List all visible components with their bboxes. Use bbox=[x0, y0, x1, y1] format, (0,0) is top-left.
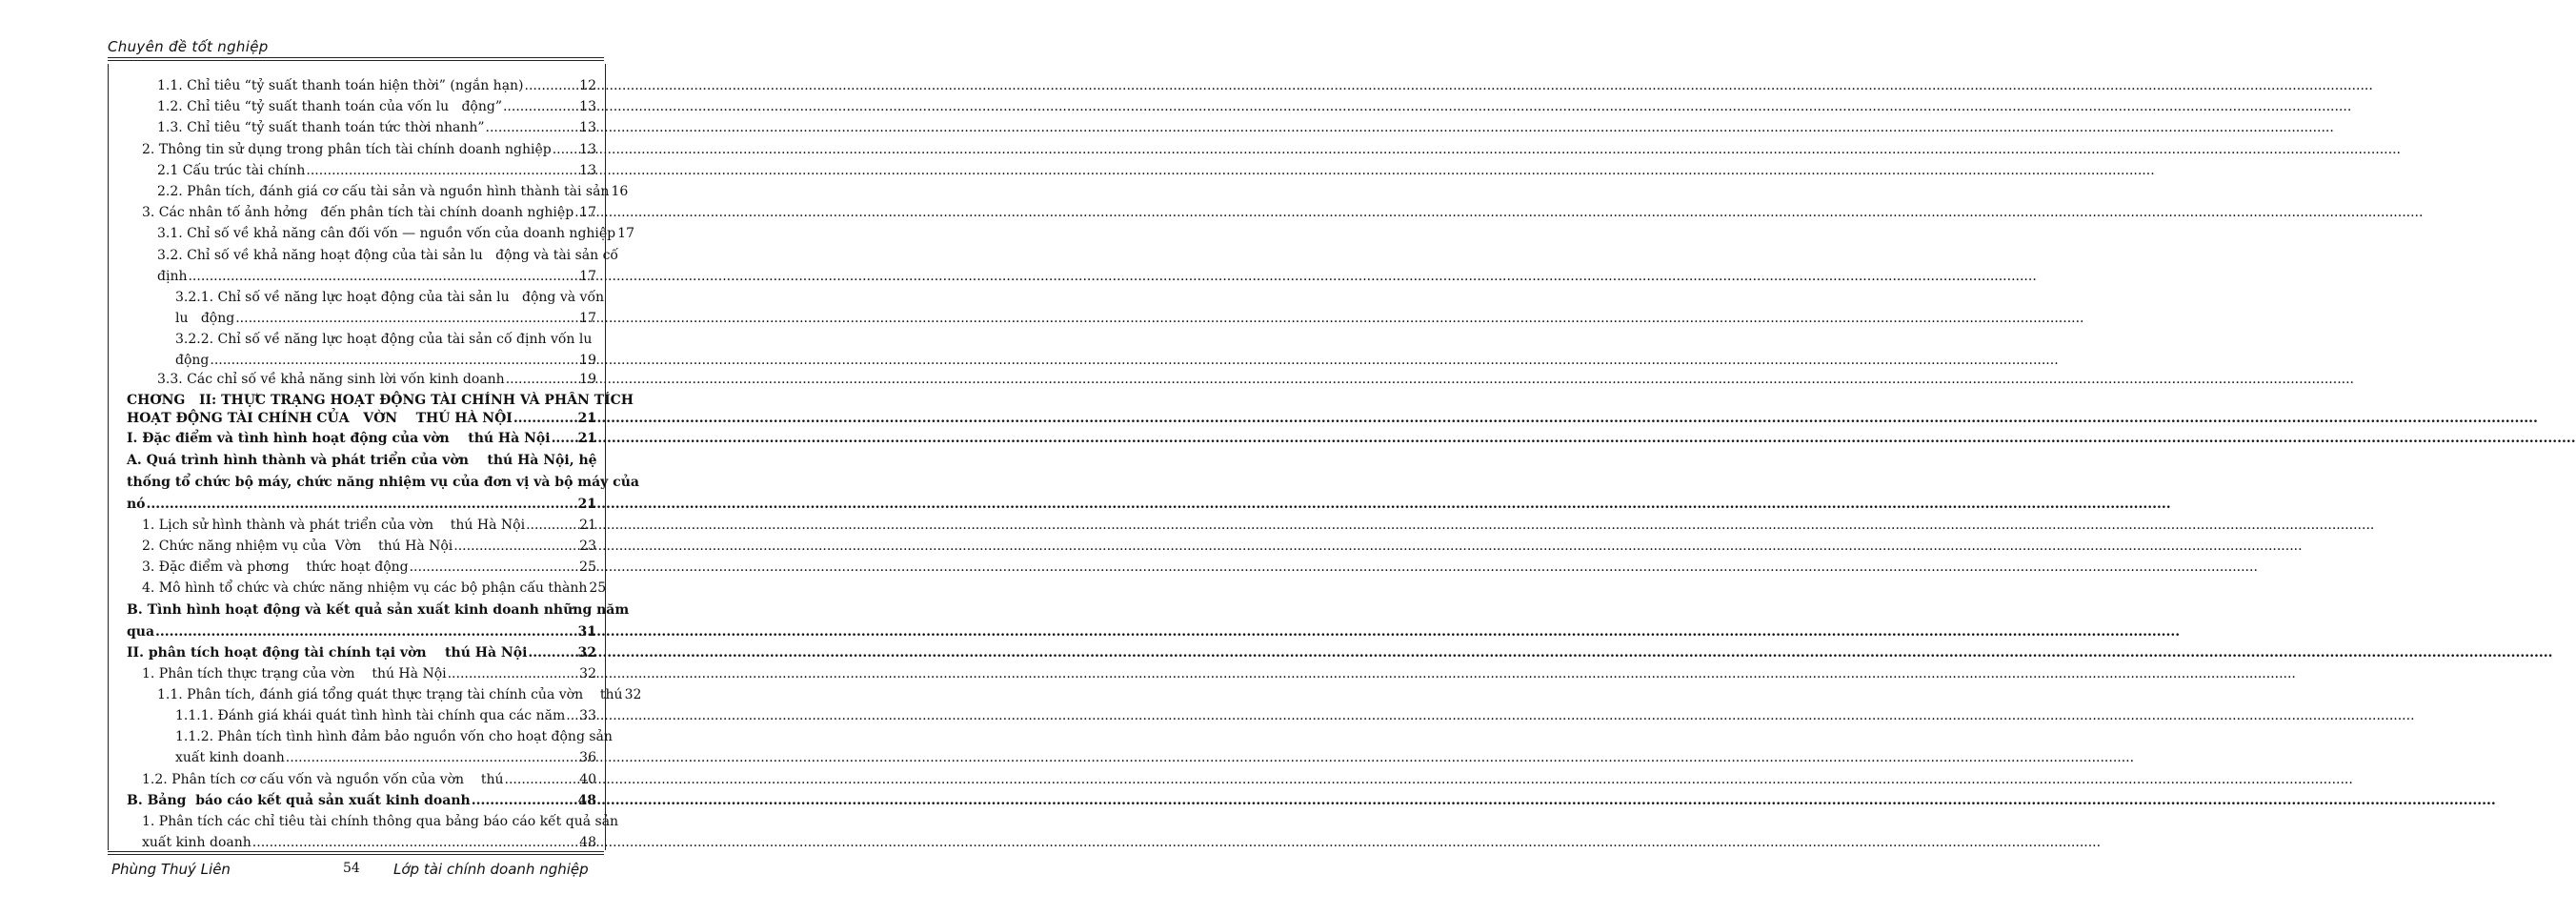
toc-page-number: 32 bbox=[577, 645, 596, 661]
toc-entry-text: 1.1. Phân tích, đánh giá tổng quát thực trạng tài chính của vờn thú bbox=[157, 687, 623, 702]
toc-entry-text: 3. Đặc điểm và phơng thức hoạt động bbox=[142, 559, 409, 575]
toc-entry bbox=[142, 770, 596, 791]
toc-entry-text: 1. Lịch sử hình thành và phát triển của vờn thú Hà Nội bbox=[142, 518, 526, 533]
toc-leader bbox=[506, 370, 578, 389]
toc-entry bbox=[157, 161, 596, 182]
toc-entry bbox=[127, 622, 596, 643]
toc-entry bbox=[157, 76, 596, 97]
toc-leader bbox=[306, 161, 578, 180]
toc-entry-text: thống tổ chức bộ máy, chức năng nhiệm vụ của đơn vị và bộ máy của bbox=[127, 475, 639, 490]
toc-leader bbox=[472, 791, 577, 810]
toc-entry-text: 2. Chức năng nhiệm vụ của Vờn thú Hà Nội bbox=[142, 539, 453, 554]
toc-entry bbox=[142, 812, 619, 833]
toc-entry bbox=[175, 351, 596, 372]
toc-entry bbox=[157, 370, 596, 391]
toc-entry bbox=[127, 473, 639, 494]
toc-entry-text: qua bbox=[127, 624, 155, 640]
toc-entry bbox=[175, 288, 605, 309]
toc-leader bbox=[552, 429, 577, 448]
toc-entry bbox=[142, 537, 596, 558]
toc-page-number: 19 bbox=[579, 372, 596, 387]
toc-entry-text: 1.1.2. Phân tích tình hình đảm bảo nguồn vốn cho hoạt động sản bbox=[175, 729, 613, 744]
toc-page-number: 48 bbox=[577, 793, 596, 808]
toc-entry-text: 3.3. Các chỉ số về khả năng sinh lời vốn kinh doanh bbox=[157, 372, 505, 387]
toc-leader bbox=[448, 664, 579, 683]
toc-entry bbox=[157, 182, 629, 203]
footer-rule bbox=[108, 851, 604, 852]
toc-entry-text: xuất kinh doanh bbox=[142, 835, 252, 850]
toc-leader bbox=[252, 833, 578, 852]
toc-entry bbox=[157, 267, 596, 288]
toc-entry-text: I. Đặc điểm và tình hình hoạt động của vờn thú Hà Nội bbox=[127, 431, 551, 446]
footer-author: Phùng Thuý Liên bbox=[111, 861, 231, 878]
toc-page-number: 32 bbox=[579, 666, 596, 681]
toc-page-number: 13 bbox=[579, 99, 596, 114]
toc-page-number: 21 bbox=[577, 431, 596, 446]
toc-entry bbox=[127, 600, 630, 621]
toc-leader bbox=[286, 748, 578, 767]
toc-leader bbox=[155, 622, 576, 641]
toc-leader bbox=[553, 140, 578, 159]
toc-entry bbox=[127, 451, 596, 472]
toc-page-number: 21 bbox=[577, 411, 596, 426]
toc-entry-text: 1. Phân tích các chỉ tiêu tài chính thông qua bảng báo cáo kết quả sản bbox=[142, 814, 619, 829]
toc-entry-text: 3.2. Chỉ số về khả năng hoạt động của tài sản lu động và tài sản cố bbox=[157, 248, 618, 263]
toc-entry-text: A. Quá trình hình thành và phát triển của vờn thú Hà Nội, hệ bbox=[127, 453, 597, 468]
table-of-contents bbox=[0, 0, 667, 915]
toc-entry-text: B. Bảng báo cáo kết quả sản xuất kinh doanh bbox=[127, 793, 471, 808]
toc-entry bbox=[127, 409, 596, 430]
toc-page-number: 40 bbox=[579, 772, 596, 787]
toc-entry-text: lu động bbox=[175, 311, 235, 326]
toc-entry-text: 1.1.1. Đánh giá khái quát tình hình tài chính qua các năm bbox=[175, 708, 566, 723]
toc-entry-text: 2.2. Phân tích, đánh giá cơ cấu tài sản và nguồn hình thành tài sản bbox=[157, 184, 610, 199]
toc-page-number: 33 bbox=[579, 708, 596, 723]
toc-entry-text: 1.2. Phân tích cơ cấu vốn và nguồn vốn của vờn thú bbox=[142, 772, 504, 787]
toc-entry-text: HOẠT ĐỘNG TÀI CHÍNH CỦA VỜN THÚ HÀ NỘI bbox=[127, 411, 513, 426]
toc-leader bbox=[503, 97, 578, 116]
toc-page-number: 32 bbox=[624, 687, 642, 702]
toc-page-number: 12 bbox=[579, 78, 596, 93]
toc-entry bbox=[175, 727, 613, 748]
toc-entry bbox=[142, 664, 596, 685]
toc-leader bbox=[235, 309, 578, 328]
toc-entry bbox=[157, 118, 596, 139]
toc-page-number: 25 bbox=[579, 559, 596, 575]
toc-entry bbox=[157, 97, 596, 118]
footer-page-number: 54 bbox=[343, 861, 360, 876]
toc-page-number: 25 bbox=[589, 580, 607, 596]
toc-entry-text: 1. Phân tích thực trạng của vờn thú Hà Nội bbox=[142, 666, 447, 681]
toc-entry-text: 4. Mô hình tổ chức và chức năng nhiệm vụ các bộ phận cấu thành bbox=[142, 580, 588, 596]
toc-entry-text: II. phân tích hoạt động tài chính tại vờn thú Hà Nội bbox=[127, 645, 528, 661]
toc-page-number: 17 bbox=[617, 226, 634, 241]
toc-page-number: 21 bbox=[577, 497, 596, 512]
toc-entry bbox=[157, 685, 642, 706]
toc-entry bbox=[127, 643, 596, 664]
page-header-title: Chuyên đề tốt nghiệp bbox=[108, 38, 269, 55]
toc-entry-text: 3.2.2. Chỉ số về năng lực hoạt động của tài sản cố định vốn lu bbox=[175, 332, 593, 347]
toc-entry-text: 1.2. Chỉ tiêu “tỷ suất thanh toán của vốn lu động” bbox=[157, 99, 502, 114]
toc-leader bbox=[574, 203, 578, 222]
toc-page-number: 36 bbox=[579, 750, 596, 765]
toc-page-number: 23 bbox=[579, 539, 596, 554]
toc-entry bbox=[142, 203, 596, 224]
toc-leader bbox=[505, 770, 579, 789]
toc-entry bbox=[175, 309, 596, 330]
toc-entry-text: 1.1. Chỉ tiêu “tỷ suất thanh toán hiện thời” (ngắn hạn) bbox=[157, 78, 524, 93]
toc-entry bbox=[142, 516, 596, 537]
toc-entry-text: 3. Các nhân tố ảnh hởng đến phân tích tài chính doanh nghiệp bbox=[142, 205, 574, 220]
toc-leader bbox=[486, 118, 579, 137]
toc-leader bbox=[410, 558, 579, 577]
toc-page-number: 16 bbox=[611, 184, 629, 199]
toc-entry bbox=[175, 748, 596, 769]
toc-page-number: 17 bbox=[579, 269, 596, 284]
toc-entry-text: xuất kinh doanh bbox=[175, 750, 285, 765]
toc-entry-text: CHƠNG II: THỰC TRẠNG HOẠT ĐỘNG TÀI CHÍNH VÀ PHÂN TÍCH bbox=[127, 393, 634, 408]
toc-entry bbox=[142, 558, 596, 579]
toc-leader bbox=[526, 516, 578, 535]
toc-page-number: 17 bbox=[579, 205, 596, 220]
toc-leader bbox=[528, 643, 576, 662]
toc-page-number: 13 bbox=[579, 142, 596, 157]
toc-leader bbox=[513, 409, 577, 428]
toc-entry bbox=[142, 140, 596, 161]
toc-leader bbox=[147, 495, 577, 514]
toc-page-number: 31 bbox=[577, 624, 596, 640]
toc-entry-text: 3.2.1. Chỉ số về năng lực hoạt động của tài sản lu động và vốn bbox=[175, 290, 605, 305]
toc-entry bbox=[157, 224, 634, 245]
toc-entry bbox=[175, 330, 596, 351]
toc-leader bbox=[188, 267, 578, 286]
toc-leader bbox=[525, 76, 579, 95]
page-footer bbox=[108, 861, 604, 880]
toc-entry-text: 2. Thông tin sử dụng trong phân tích tài chính doanh nghiệp bbox=[142, 142, 552, 157]
toc-entry-text: nó bbox=[127, 497, 146, 512]
toc-entry bbox=[157, 246, 618, 267]
toc-entry-text: định bbox=[157, 269, 188, 284]
toc-entry-text: 1.3. Chỉ tiêu “tỷ suất thanh toán tức thời nhanh” bbox=[157, 120, 485, 135]
toc-page-number: 19 bbox=[579, 353, 596, 368]
toc-page-number: 17 bbox=[579, 311, 596, 326]
toc-leader bbox=[210, 351, 578, 370]
toc-page-number: 13 bbox=[579, 120, 596, 135]
toc-page-number: 21 bbox=[579, 518, 596, 533]
toc-leader bbox=[453, 537, 578, 556]
toc-entry bbox=[127, 495, 596, 516]
toc-leader bbox=[566, 706, 578, 725]
toc-page-number: 13 bbox=[579, 163, 596, 178]
toc-entry-text: 2.1 Cấu trúc tài chính bbox=[157, 163, 306, 178]
footer-rule-thin bbox=[108, 854, 604, 855]
toc-entry bbox=[175, 706, 596, 727]
footer-class-name: Lớp tài chính doanh nghiệp bbox=[393, 861, 589, 878]
toc-entry bbox=[142, 579, 607, 600]
toc-page-number: 48 bbox=[579, 835, 596, 850]
toc-entry bbox=[127, 429, 596, 450]
toc-entry-text: B. Tình hình hoạt động và kết quả sản xuất kinh doanh những năm bbox=[127, 602, 630, 618]
toc-entry bbox=[127, 791, 596, 812]
toc-entry-text: 3.1. Chỉ số về khả năng cân đối vốn — nguồn vốn của doanh nghiệp bbox=[157, 226, 616, 241]
toc-entry-text: động bbox=[175, 353, 210, 368]
